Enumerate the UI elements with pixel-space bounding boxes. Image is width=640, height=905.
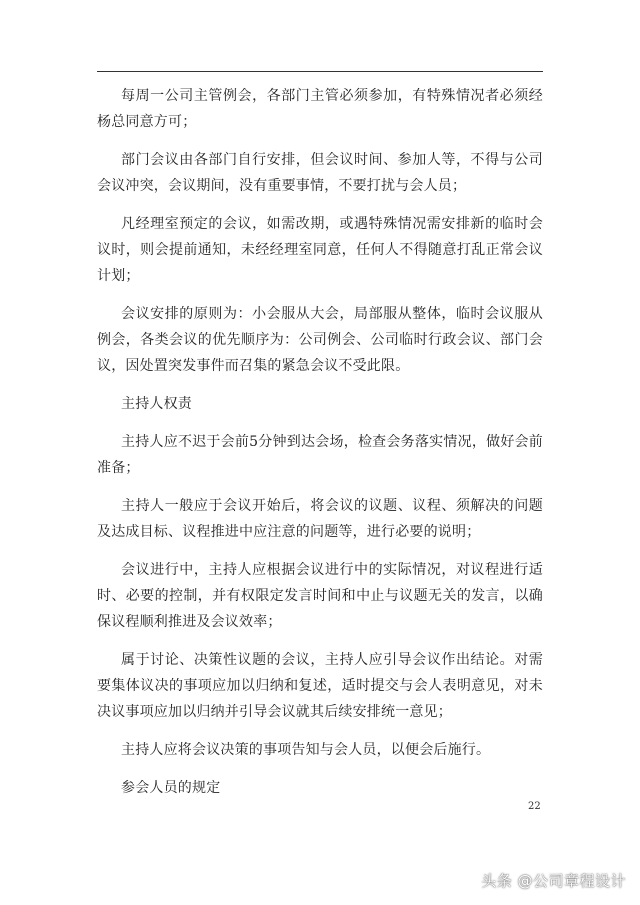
paragraph: 属于讨论、决策性议题的会议，主持人应引导会议作出结论。对需要集体议决的事项应加以归纳和复述，适时提交与会人表明意见，对未决议事项应加以归纳并引导会议就其后续安排统一意见； bbox=[97, 652, 543, 720]
paragraph: 会议进行中，主持人应根据会议进行中的实际情况，对议程进行适时、必要的控制，并有权限定发言时间和中止与议题无关的发言，以确保议程顺利推进及会议效率； bbox=[97, 562, 543, 630]
document-body bbox=[97, 83, 543, 813]
paragraph: 凡经理室预定的会议，如需改期，或遇特殊情况需安排新的临时会议时，则会提前通知，未经经理室同意，任何人不得随意打乱正常会议计划； bbox=[97, 216, 543, 284]
paragraph: 会议安排的原则为：小会服从大会，局部服从整体，临时会议服从例会，各类会议的优先顺序为：公司例会、公司临时行政会议、部门会议，因处置突发事件而召集的紧急会议不受此限。 bbox=[97, 306, 543, 374]
watermark: 头条 @公司章程设计 bbox=[481, 872, 626, 890]
paragraph: 主持人应将会议决策的事项告知与会人员，以便会后施行。 bbox=[121, 742, 491, 758]
page-number: 22 bbox=[528, 801, 541, 812]
section-heading: 参会人员的规定 bbox=[121, 780, 221, 796]
paragraph: 主持人一般应于会议开始后，将会议的议题、议程、须解决的问题及达成目标、议程推进中应注意的问题等，进行必要的说明； bbox=[97, 498, 543, 540]
paragraph: 每周一公司主管例会，各部门主管必须参加，有特殊情况者必须经杨总同意方可； bbox=[97, 88, 543, 130]
section-heading: 主持人权责 bbox=[121, 396, 192, 412]
paragraph: 部门会议由各部门自行安排，但会议时间、参加人等，不得与公司会议冲突，会议期间，没有重要事情，不要打扰与会人员； bbox=[97, 152, 543, 194]
paragraph: 主持人应不迟于会前5分钟到达会场，检查会务落实情况，做好会前准备； bbox=[97, 434, 543, 476]
header-rule bbox=[97, 71, 543, 72]
